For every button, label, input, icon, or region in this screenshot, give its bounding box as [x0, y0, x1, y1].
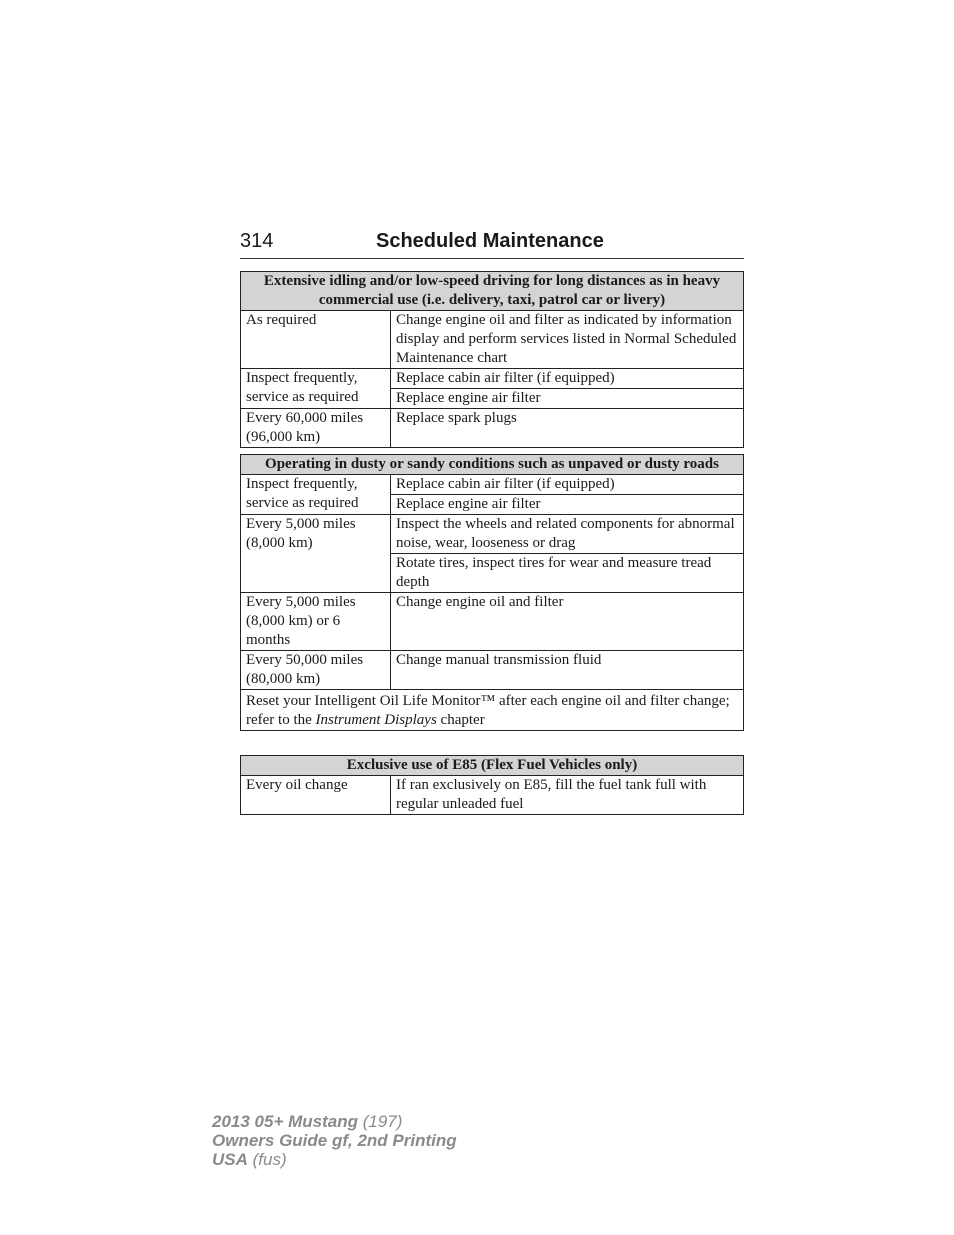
service-cell: Replace cabin air filter (if equipped): [391, 475, 744, 495]
interval-cell: Every oil change: [241, 776, 391, 815]
table-heading: Extensive idling and/or low-speed driving for long distances as in heavy commercial use (i.e. delivery, taxi, patrol car or livery): [241, 272, 744, 311]
chapter-reference: Instrument Displays: [315, 712, 437, 728]
page-title: Scheduled Maintenance: [376, 230, 604, 252]
service-cell: Rotate tires, inspect tires for wear and measure tread depth: [391, 554, 744, 593]
interval-cell: Inspect frequently, service as required: [241, 369, 391, 409]
interval-cell: Every 5,000 miles (8,000 km) or 6 months: [241, 593, 391, 651]
service-cell: Inspect the wheels and related components for abnormal noise, wear, looseness or drag: [391, 515, 744, 554]
service-cell: Change engine oil and filter: [391, 593, 744, 651]
idling-maintenance-table: [240, 271, 744, 448]
table-row: [241, 776, 744, 815]
footer-line-2: Owners Guide gf, 2nd Printing: [212, 1131, 457, 1150]
service-cell: Replace cabin air filter (if equipped): [391, 369, 744, 389]
page-header: [240, 228, 744, 259]
document-footer: [212, 1112, 457, 1169]
footer-line-3: USA (fus): [212, 1150, 287, 1169]
interval-cell: Every 5,000 miles (8,000 km): [241, 515, 391, 593]
e85-table: [240, 755, 744, 815]
service-cell: Replace engine air filter: [391, 495, 744, 515]
interval-cell: As required: [241, 311, 391, 369]
service-cell: Replace spark plugs: [391, 409, 744, 448]
table-heading: Operating in dusty or sandy conditions such as unpaved or dusty roads: [241, 455, 744, 475]
table-row: [241, 593, 744, 651]
table-row: [241, 311, 744, 369]
page-number: 314: [240, 230, 274, 252]
table-row: [241, 409, 744, 448]
service-cell: Replace engine air filter: [391, 389, 744, 409]
service-cell: Change manual transmission fluid: [391, 651, 744, 690]
table-row: [241, 475, 744, 495]
footer-line-1: 2013 05+ Mustang (197): [212, 1112, 403, 1131]
table-row: [241, 651, 744, 690]
table-heading: Exclusive use of E85 (Flex Fuel Vehicles only): [241, 756, 744, 776]
interval-cell: Inspect frequently, service as required: [241, 475, 391, 515]
oil-life-note: Reset your Intelligent Oil Life Monitor™ after each engine oil and filter change; refer to the Instrument Displays chapter: [241, 690, 744, 731]
service-cell: If ran exclusively on E85, fill the fuel tank full with regular unleaded fuel: [391, 776, 744, 815]
table-row: [241, 515, 744, 554]
interval-cell: Every 60,000 miles (96,000 km): [241, 409, 391, 448]
table-row: [241, 369, 744, 389]
table-row: [241, 690, 744, 731]
interval-cell: Every 50,000 miles (80,000 km): [241, 651, 391, 690]
dusty-conditions-table: [240, 454, 744, 731]
service-cell: Change engine oil and filter as indicated by information display and perform services listed in Normal Scheduled Maintenance chart: [391, 311, 744, 369]
